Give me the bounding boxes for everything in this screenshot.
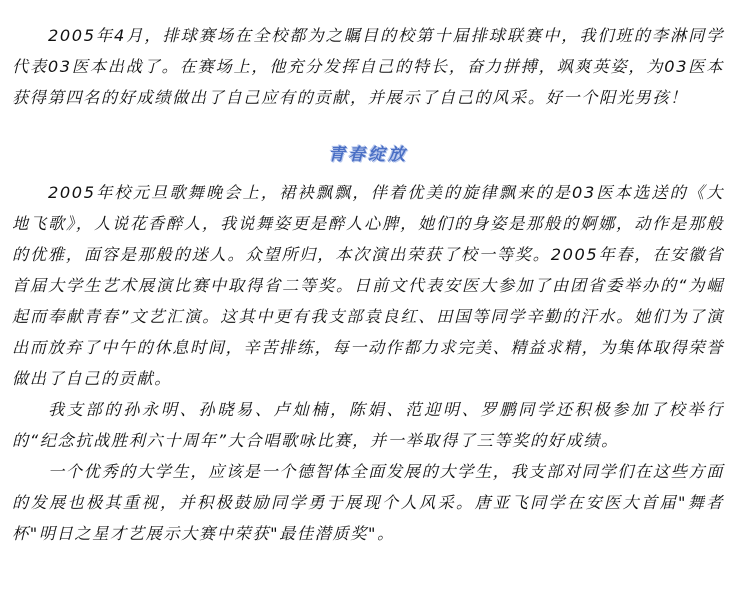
paragraph-volleyball: 2005年4月，排球赛场在全校都为之瞩目的校第十届排球联赛中，我们班的李淋同学代表03医本出战了。在赛场上，他充分发挥自己的特长，奋力拼搏，飒爽英姿，为03医本获得第四名的好成绩做出了自己应有的贡献，并展示了自己的风采。好一个阳光男孩！ <box>12 26 724 107</box>
paragraph-development: 一个优秀的大学生，应该是一个德智体全面发展的大学生，我支部对同学们在这些方面的发展也极其重视，并积极鼓励同学勇于展现个人风采。唐亚飞同学在安医大首届"舞者杯"明日之星才艺展示大赛中荣获"最佳潜质奖"。 <box>12 462 724 543</box>
section-title <box>12 140 724 177</box>
section-gap <box>12 113 724 140</box>
paragraph-chorus: 我支部的孙永明、孙晓易、卢灿楠，陈娟、范迎明、罗鹏同学还积极参加了校举行的“纪念抗战胜利六十周年”大合唱歌咏比赛，并一举取得了三等奖的好成绩。 <box>12 400 724 450</box>
section-title-text: 青春绽放 <box>328 145 408 165</box>
document-body <box>12 20 724 549</box>
paragraph-gala: 2005年校元旦歌舞晚会上，裙袂飘飘，伴着优美的旋律飘来的是03医本选送的《大地飞歌》，人说花香醉人，我说舞姿更是醉人心脾，她们的身姿是那般的婀娜，动作是那般的优雅，面容是那般的迷人。众望所归，本次演出荣获了校一等奖。2005年春，在安徽省首届大学生艺术展演比赛中取得省二等奖。日前文代表安医大参加了由团省委举办的“为崛起而奉献青春”文艺汇演。这其中更有我支部袁良红、田国等同学辛勤的汗水。她们为了演出而放弃了中午的休息时间，辛苦排练，每一动作都力求完美、精益求精，为集体取得荣誉做出了自己的贡献。 <box>12 183 724 388</box>
